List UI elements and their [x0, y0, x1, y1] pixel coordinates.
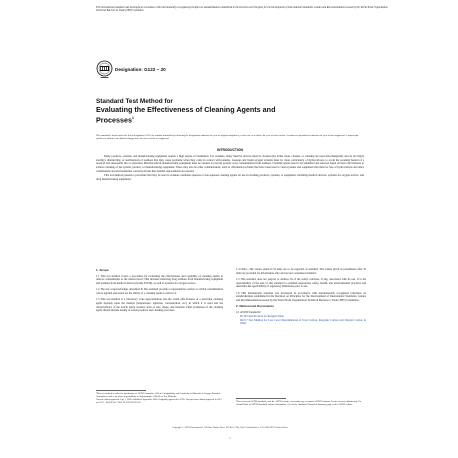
referenced-documents-heading: 2. Referenced Documents: [236, 304, 274, 309]
intro-paragraph: This test method presents a procedure that may be used to evaluate candidate aqueous or non-aqueous cleaning agents for use in cleaning products, systems, or equipment, including medical devices, systems for oxygen service, and drug manufacturing equipment.: [96, 174, 364, 181]
astm-logo-icon: [96, 60, 113, 80]
scope-paragraph: 1.5 This standard does not purport to address all of the safety concerns, if any, associated with its use. It is the responsibility of the user of this standard to establish appropriate safety, health, and environmental practices and determine the applicability of regulatory limitations prior to use.: [236, 277, 366, 289]
scope-paragraph: 1.1 This test method covers a procedure for evaluating the effectiveness and capability of cleaning agents to remove contaminants to the desired level. This includes removing drug residues from manufacturing equipment and residues from medical devices (Guide E3106), as well as systems for oxygen service.: [96, 274, 223, 286]
issue-note: This standard is issued under the fixed designation G122; the number immediately following the designation indicates the year of original adoption or, in the case of revision, the year of last revision. A number in parentheses indicates the year of last reapproval. A superscript epsilon (ε) indicates an editorial change since the last revision or reapproval.: [96, 134, 359, 141]
left-column: [96, 268, 223, 316]
astm-standards-subheading: 2.1 ASTM Standards:²: [236, 310, 262, 314]
introduction-text: [96, 155, 364, 182]
footnote-rule: [96, 390, 146, 391]
reference-link[interactable]: D4717 Test Method for Low Level Determination of Total Carbon, Inorganic Carbon and Organic Carbon in Water: [240, 318, 366, 326]
scope-paragraph: 1.3 This test method is a laboratory scale approximation and the actual effectiveness of a particular cleaning agent depends upon the method (temperature, agitation, concentration, etc.) in which it is used and the characteristics of the article being cleaned, such as size, shape, and material. Final evaluation of the cleaning agent should include testing of actual products and cleaning processes.: [96, 298, 223, 313]
reference-link[interactable]: D1193 Specification for Reagent Water: [240, 314, 285, 318]
footnote-2: ²For referenced ASTM standards, visit the ASTM website, www.astm.org, or contact ASTM Customer Service at service@astm.org. For Annual Book of ASTM Standards volume information, refer to the standard's Document Summary page on the ASTM website.: [236, 401, 362, 406]
scope-paragraph: 1.2 The test coupons/badges described in this standard provide a representative surface to which contamination can be applied and tested for the ability of a cleaning agent to remove it.: [96, 288, 223, 296]
scope-paragraph: 1.4 Units—The values stated in SI units are to be regarded as standard. The values given in parentheses after SI units are provided for information only and are not considered standard.: [236, 268, 366, 275]
left-footnotes: [96, 393, 223, 405]
designation: Designation: G122 − 20: [115, 67, 166, 72]
footnote-rule: [236, 398, 286, 399]
title-block: [96, 98, 386, 124]
title-line-2: [96, 114, 386, 125]
right-column: [236, 268, 366, 326]
copyright-notice: Copyright © ASTM International, 100 Barr Harbor Drive, PO Box C700, West Conshohocken, PA 19428-2959. United States: [172, 427, 288, 429]
scope-paragraph: 1.6 This international standard was developed in accordance with internationally recognized principles on standardization established in the Decision on Principles for the Development of International Standards, Guides and Recommendations issued by the World Trade Organization Technical Barriers to Trade (TBT) Committee.: [236, 291, 366, 302]
scope-heading: 1. Scope: [96, 268, 109, 272]
standard-label: Standard Test Method for: [96, 98, 173, 105]
title-footnote-mark: 1: [131, 115, 134, 120]
page-number: 1: [229, 437, 231, 440]
title-line-2-text: Processes: [96, 115, 132, 125]
footnote-1: ¹This test method is under the jurisdiction of ASTM Committee G04 on Compatibility and Sensitivity of Materials in Oxygen Enriched Atmospheres and is the direct responsibility of Subcommittee G04.02 on Test Methods.: [96, 393, 221, 398]
footnote-1-edition: Current edition approved Aug. 1, 2020. Published September 2020. Originally approved in 1993. Last previous edition approved in 2015 as G122 – 96(2015)ε1. DOI: 10.1520/G0122-20.: [96, 399, 222, 404]
title-line-1: Evaluating the Effectiveness of Cleaning Agents and: [96, 104, 276, 114]
wto-notice: This international standard was developed in accordance with internationally recognized principles on standardization established in the Decision on Principles for the Development of International Standards, Guides and Recommendations issued by the World Trade Organization Technical Barriers to Trade (TBT) Committee.: [96, 6, 388, 13]
intro-paragraph: Many products, systems, and manufacturing equipment require a high degree of cleanliness. For example, many medical devices must be cleaned (the terms clean, cleaned, or cleaning are used interchangeably and do not imply sterility), disinfecting, or sterilization) of residues that may cause problems when they come in contact with patients. Gaseous and liquid oxygen systems must be clean, particularly of hydrocarbons, to avoid the potential hazard of a reaction and subsequent fire or explosion. Pharmaceutical manufacturing equipment must be cleaned to prevent product cross contamination from residues. Cleaning agents need to be identified and selected based on their effectiveness to achieve cleaning of the system, product, or manufacturing equipment. There may also be other considerations, such as chlorinated solvents that have been used to clean systems and equipment that must be free of hydrocarbons and since commissions and environmental concerns dictate that suitable replacements are needed.: [96, 155, 364, 173]
introduction-heading: INTRODUCTION: [217, 148, 243, 152]
